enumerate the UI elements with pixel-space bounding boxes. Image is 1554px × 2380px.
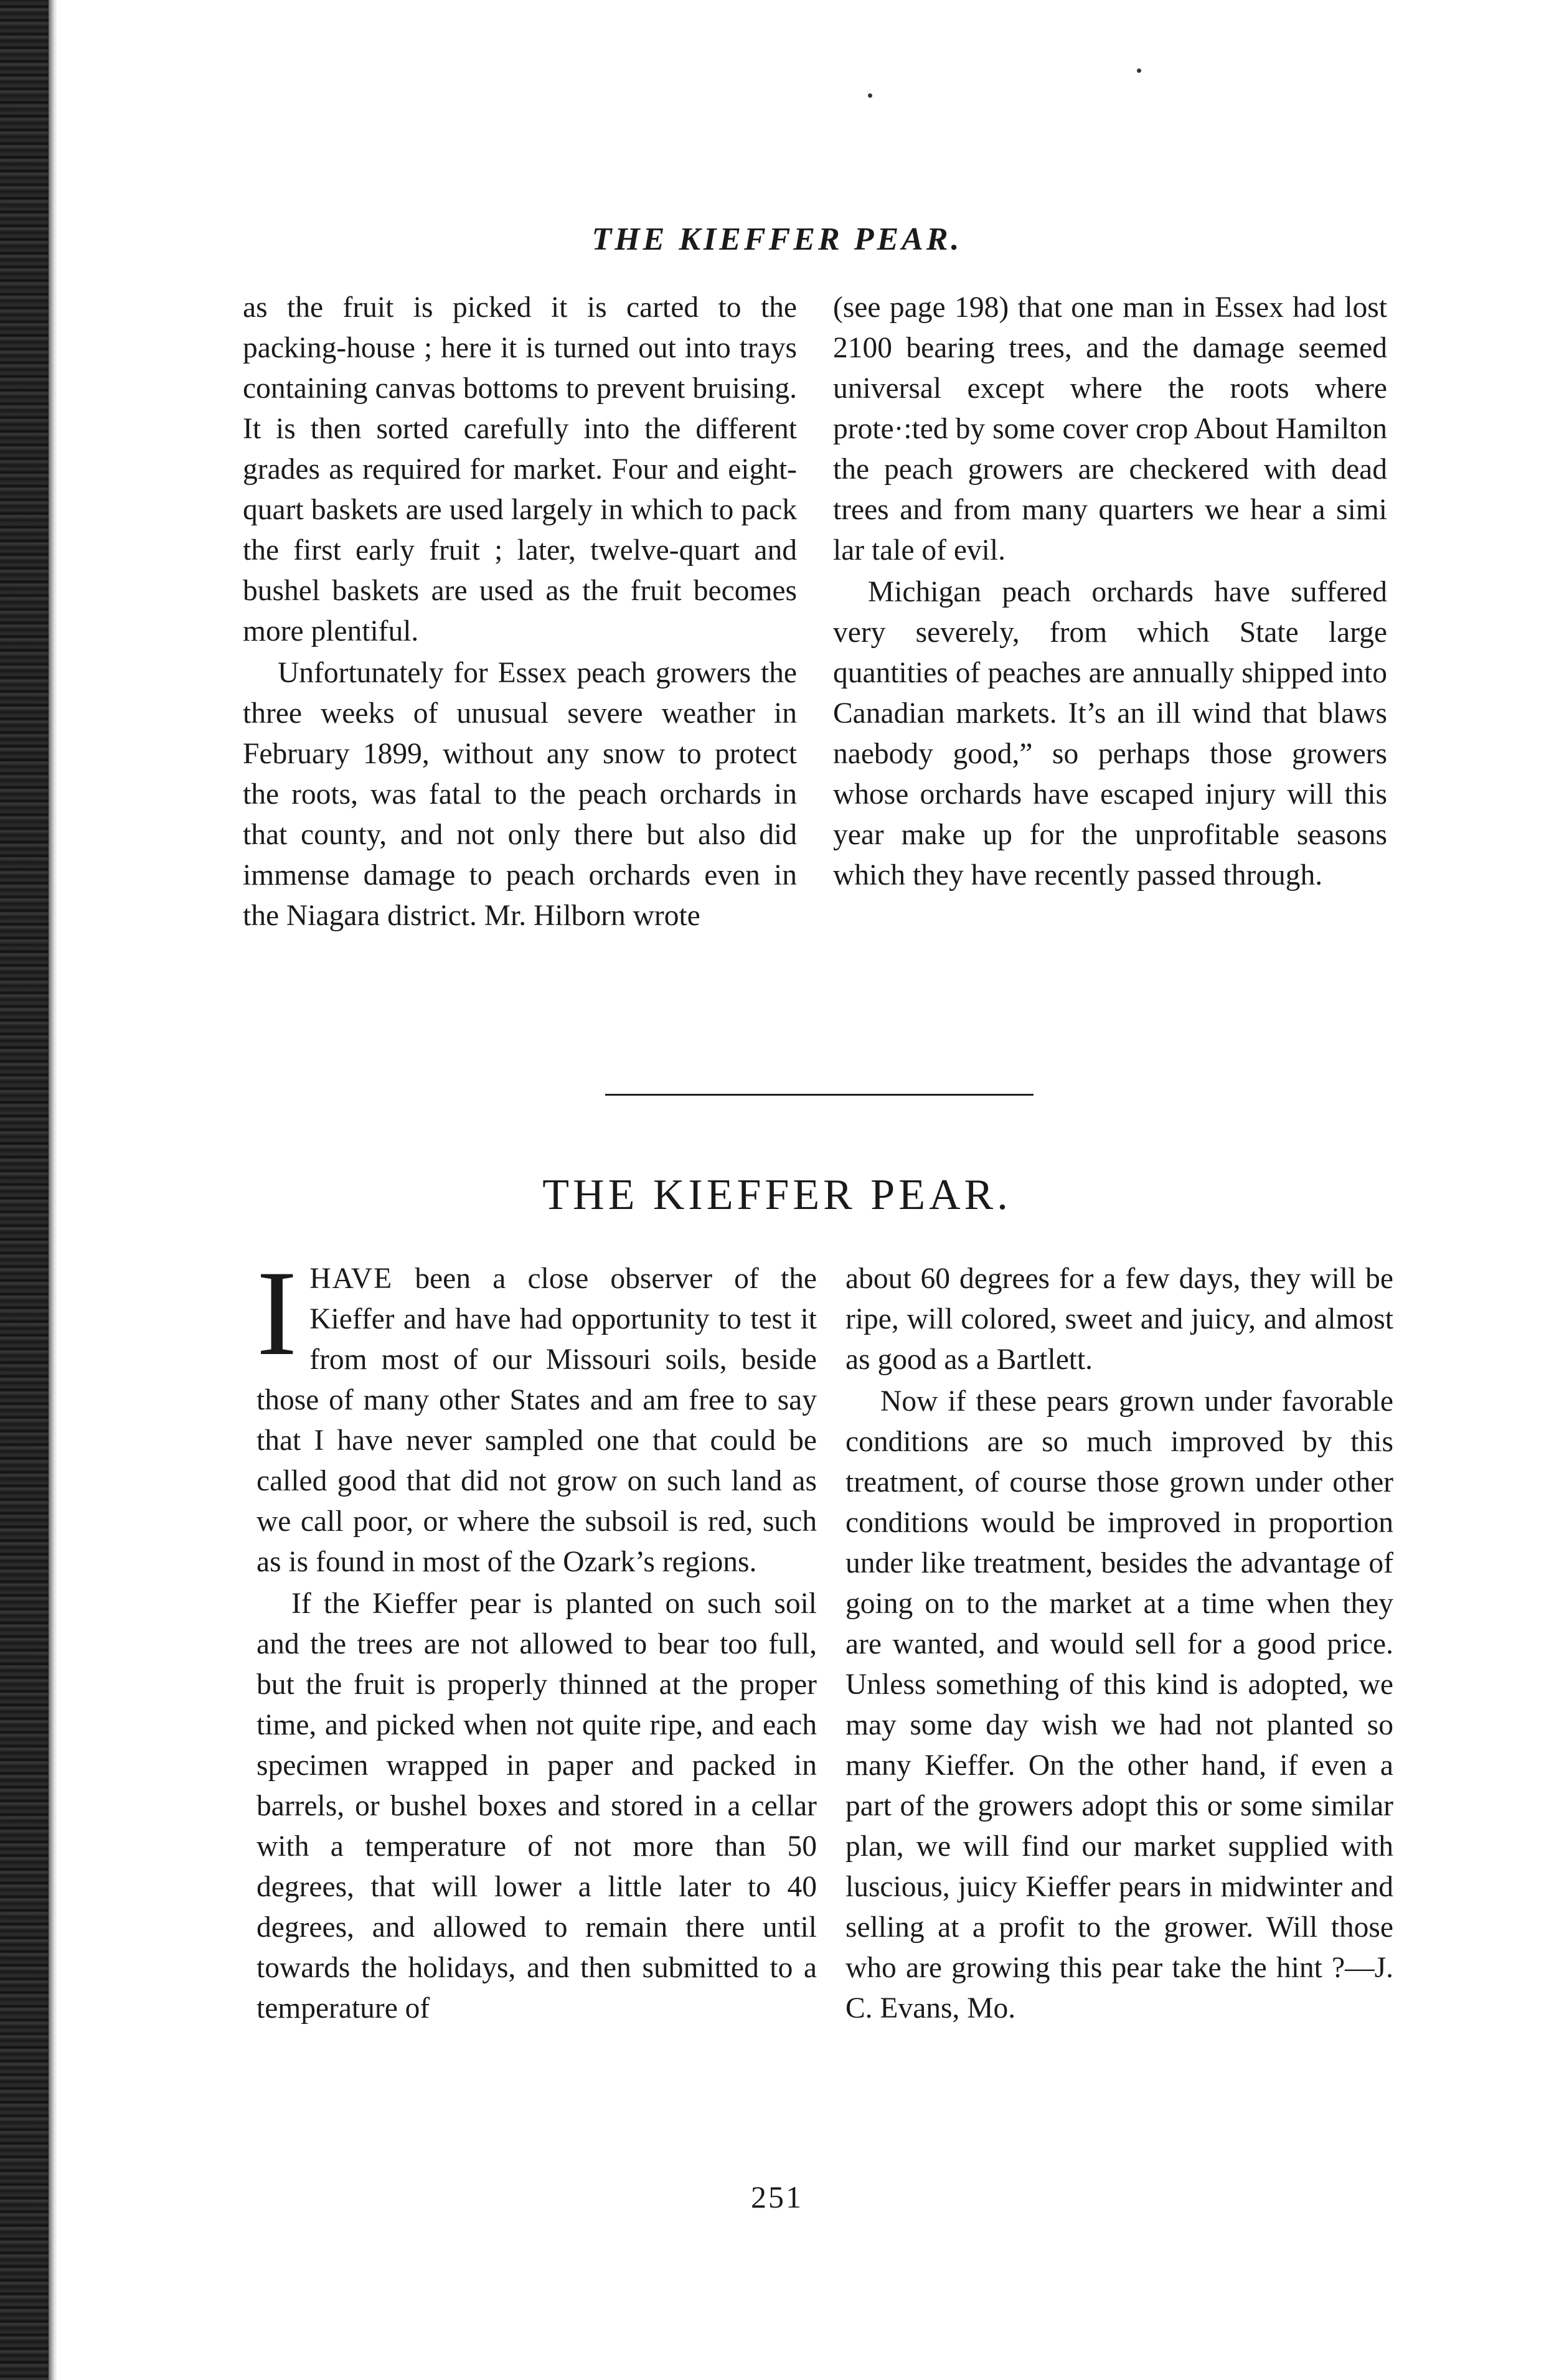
opening-paragraph (257, 1246, 817, 1583)
top-right-column (833, 288, 1387, 896)
section-divider (605, 1094, 1034, 1096)
article-left-column (257, 1246, 817, 2029)
article-title: THE KIEFFER PEAR. (542, 1171, 1012, 1219)
paragraph: Unfortunately for Essex peach growers the three weeks of unusual severe weather in February 1899, without any snow to protect the roots, was fatal to the peach orchards in that county, and not only there but also did immense damage to peach orchards even in the Niagara district. Mr. Hilborn wrote (243, 657, 797, 932)
top-left-column (243, 288, 797, 936)
article-right-column (845, 1259, 1393, 2029)
paragraph: If the Kieffer pear is planted on such soil and the trees are not allowed to bear too full, but the fruit is properly thinned at the proper time, and picked when not quite ripe, and each specimen wrapped in paper and packed in barrels, or bushel boxes and stored in a cellar with a temperature of not more than 50 degrees, that will lower a little later to 40 degrees, and allowed to remain there until towards the holidays, and then submitted to a temperature of (257, 1587, 817, 2025)
opening-text: been a close observer of the Kieffer and have had opportunity to test it from most of our Missouri soils, beside those of many other States and am free to say that I have never sampled one that could be called good that did not grow on such land as we call poor, or where the subsoil is red, such as is found in most of the Ozark’s regions. (257, 1263, 817, 1578)
print-speck (868, 93, 872, 98)
opening-caps: HAVE (309, 1263, 393, 1295)
running-head: THE KIEFFER PEAR. (591, 222, 963, 257)
paragraph: Michigan peach orchards have suffered very severely, from which State large quantities of peaches are annually shipped into Canadian markets. It’s an ill wind that blaws naebody good,” so perhaps those growers whose orchards have escaped injury will this year make up for the unprofitable seasons which they have recently passed through. (833, 576, 1387, 891)
paragraph: about 60 degrees for a few days, they will be ripe, will colored, sweet and juicy, and almost as good as a Bartlett. (845, 1263, 1393, 1376)
paragraph: as the fruit is picked it is carted to the packing-house ; here it is turned out into trays containing canvas bottoms to prevent bruising. It is then sorted carefully into the different grades as required for market. Four and eight-quart baskets are used largely in which to pack the first early fruit ; later, twelve-quart and bushel baskets are used as the fruit becomes more plentiful. (243, 291, 797, 647)
drop-cap: I (257, 1246, 298, 1381)
page-number: 251 (751, 2180, 803, 2214)
paragraph: (see page 198) that one man in Essex had lost 2100 bearing trees, and the damage seemed universal except where the roots where prote·:ted by some cover crop About Hamilton the peach growers are checkered with dead trees and from many quarters we hear a simi lar tale of evil. (833, 291, 1387, 567)
print-speck (1137, 68, 1141, 73)
paragraph: Now if these pears grown under favorable conditions are so much improved by this treatment, of course those grown under other conditions would be improved in proportion under like treatment, besides the advantage of going on to the market at a time when they are wanted, and would sell for a good price. Unless something of this kind is adopted, we may some day wish we had not planted so many Kieffer. On the other hand, if even a part of the growers adopt this or some similar plan, we will find our market supplied with luscious, juicy Kieffer pears in midwinter and selling at a profit to the grower. Will those who are growing this pear take the hint ?—J. C. Evans, Mo. (845, 1385, 1393, 2025)
